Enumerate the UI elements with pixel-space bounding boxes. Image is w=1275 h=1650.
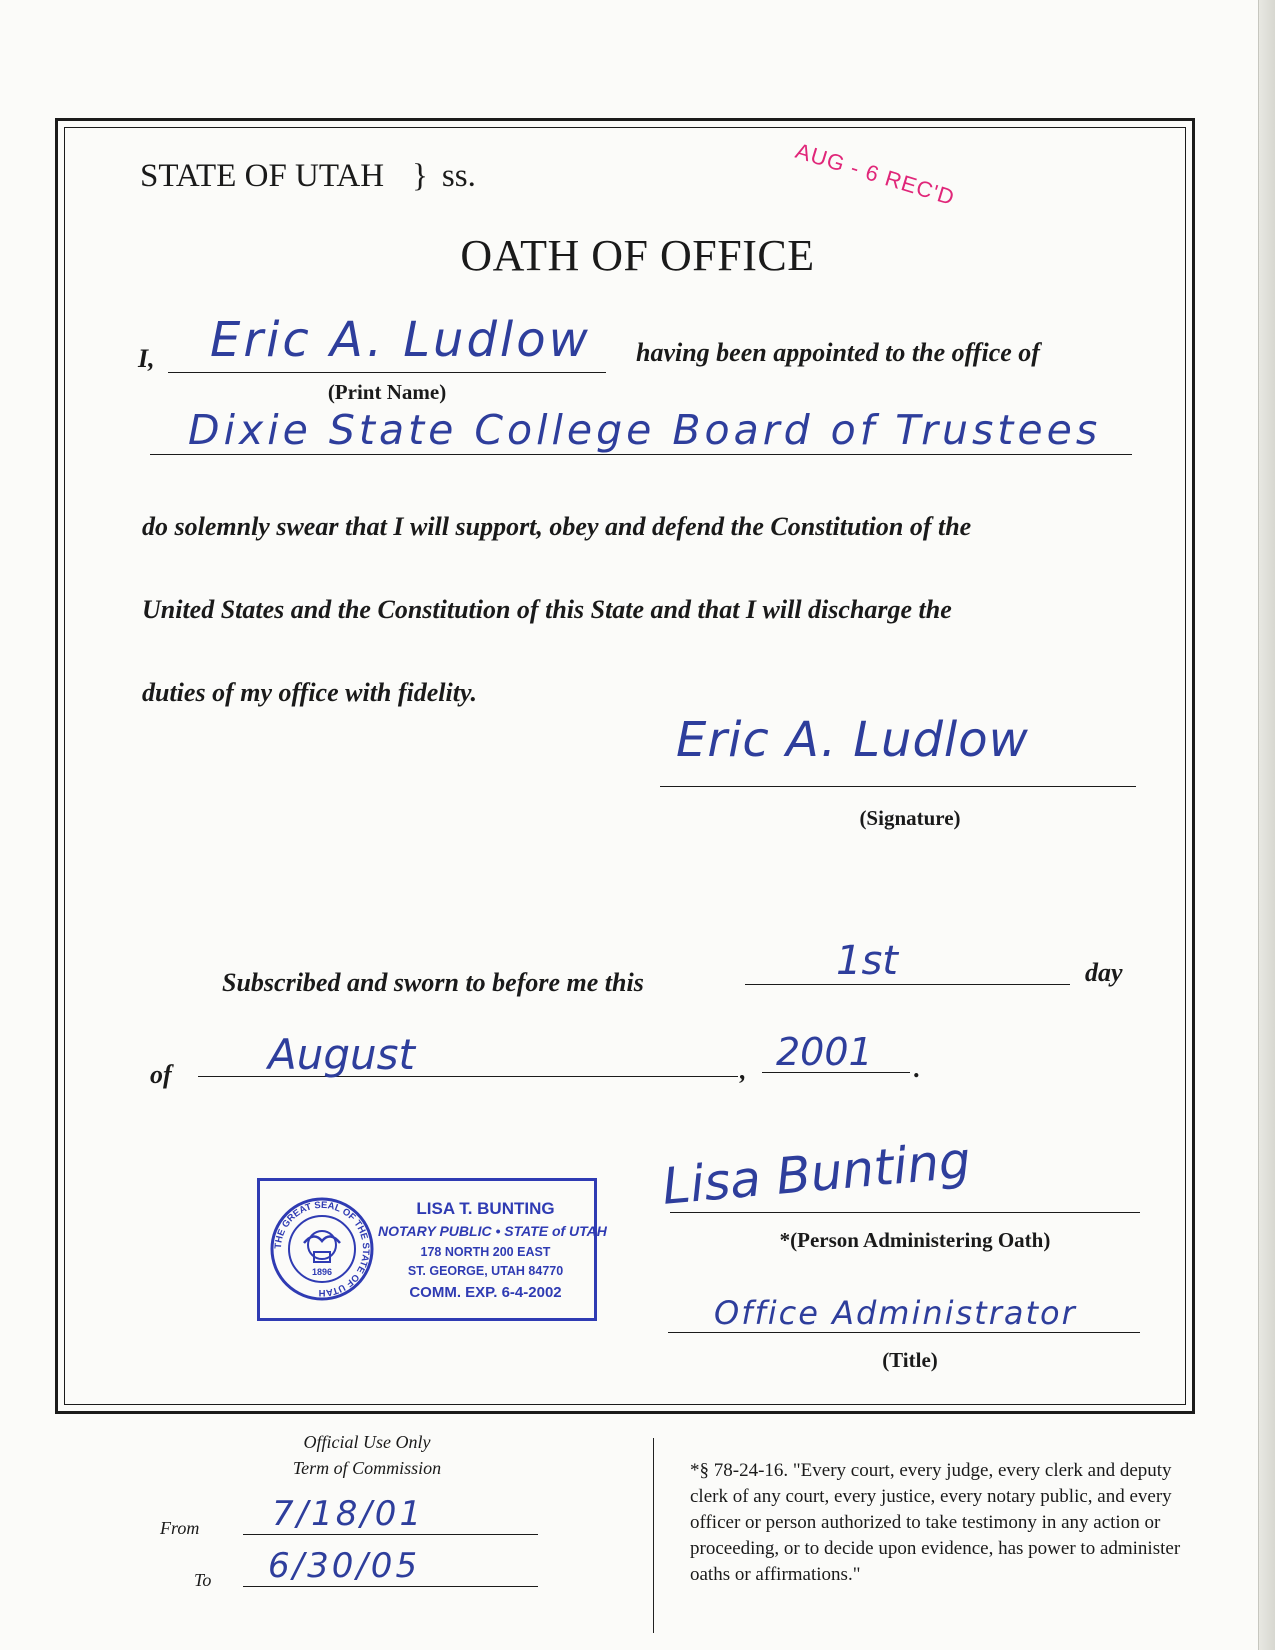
title-line bbox=[668, 1332, 1140, 1333]
oath-body-line-3: duties of my office with fidelity. bbox=[142, 678, 478, 707]
day-handwritten: 1st bbox=[836, 938, 898, 984]
from-label: From bbox=[160, 1518, 200, 1538]
i-prefix: I, bbox=[138, 344, 155, 373]
month-handwritten: August bbox=[268, 1030, 415, 1079]
state-of-utah-header bbox=[140, 158, 476, 195]
oath-body-line-2: United States and the Constitution of this State and that I will discharge the bbox=[142, 595, 952, 624]
day-label: day bbox=[1085, 958, 1123, 987]
official-use-heading: Official Use Only bbox=[303, 1432, 431, 1452]
seal-year: 1896 bbox=[311, 1267, 333, 1277]
administrator-signature: Lisa Bunting bbox=[660, 1131, 973, 1216]
ss-abbrev: ss. bbox=[441, 158, 476, 194]
year-handwritten: 2001 bbox=[776, 1030, 873, 1074]
oath-body-line-1: do solemnly swear that I will support, obey and defend the Constitution of the bbox=[142, 512, 972, 541]
notary-title: NOTARY PUBLIC • STATE of UTAH bbox=[378, 1223, 607, 1239]
appointed-text: having been appointed to the office of bbox=[636, 338, 1040, 367]
signature-label: (Signature) bbox=[859, 806, 961, 830]
print-name-label: (Print Name) bbox=[327, 380, 447, 404]
comma: , bbox=[740, 1056, 747, 1085]
administrator-label: *(Person Administering Oath) bbox=[779, 1228, 1051, 1252]
brace: } bbox=[412, 158, 428, 194]
of-label: of bbox=[150, 1060, 172, 1089]
state-name: STATE OF UTAH bbox=[140, 158, 385, 194]
oath-signature: Eric A. Ludlow bbox=[676, 712, 1029, 768]
notary-name: LISA T. BUNTING bbox=[416, 1199, 555, 1218]
from-value: 7/18/01 bbox=[272, 1494, 425, 1534]
to-line bbox=[243, 1586, 538, 1587]
notary-address-1: 178 NORTH 200 EAST bbox=[420, 1245, 551, 1259]
office-line bbox=[150, 454, 1132, 455]
print-name-line bbox=[168, 372, 606, 373]
name-handwritten: Eric A. Ludlow bbox=[210, 312, 591, 368]
signature-line bbox=[660, 786, 1136, 787]
received-date-stamp: AUG - 6 REC'D bbox=[792, 138, 958, 211]
administrator-title-handwritten: Office Administrator bbox=[714, 1294, 1077, 1332]
term-of-commission-heading: Term of Commission bbox=[292, 1458, 442, 1478]
day-line bbox=[745, 984, 1070, 985]
to-value: 6/30/05 bbox=[268, 1546, 421, 1586]
notary-stamp bbox=[257, 1178, 607, 1321]
notary-address-2: ST. GEORGE, UTAH 84770 bbox=[407, 1264, 564, 1278]
period: . bbox=[914, 1054, 921, 1083]
statute-footnote: *§ 78-24-16. "Every court, every judge, every clerk and deputy clerk of any court, every justice, every notary public, and every officer or person authorized to take testimony in any action or proceeding, or to decide upon evidence, has power to administer oaths or affirmations." bbox=[690, 1460, 1181, 1585]
footer-divider bbox=[653, 1438, 654, 1633]
from-line bbox=[243, 1534, 538, 1535]
title-label: (Title) bbox=[882, 1348, 938, 1372]
office-handwritten: Dixie State College Board of Trustees bbox=[188, 406, 1102, 454]
sworn-prefix: Subscribed and sworn to before me this bbox=[222, 968, 644, 997]
administrator-line bbox=[670, 1212, 1140, 1213]
notary-comm-exp: COMM. EXP. 6-4-2002 bbox=[409, 1284, 562, 1301]
seal-ring-text: THE GREAT SEAL OF THE STATE OF UTAH bbox=[272, 1199, 372, 1299]
state-seal-icon bbox=[270, 1197, 374, 1301]
page-title: OATH OF OFFICE bbox=[460, 231, 815, 280]
to-label: To bbox=[194, 1570, 212, 1590]
